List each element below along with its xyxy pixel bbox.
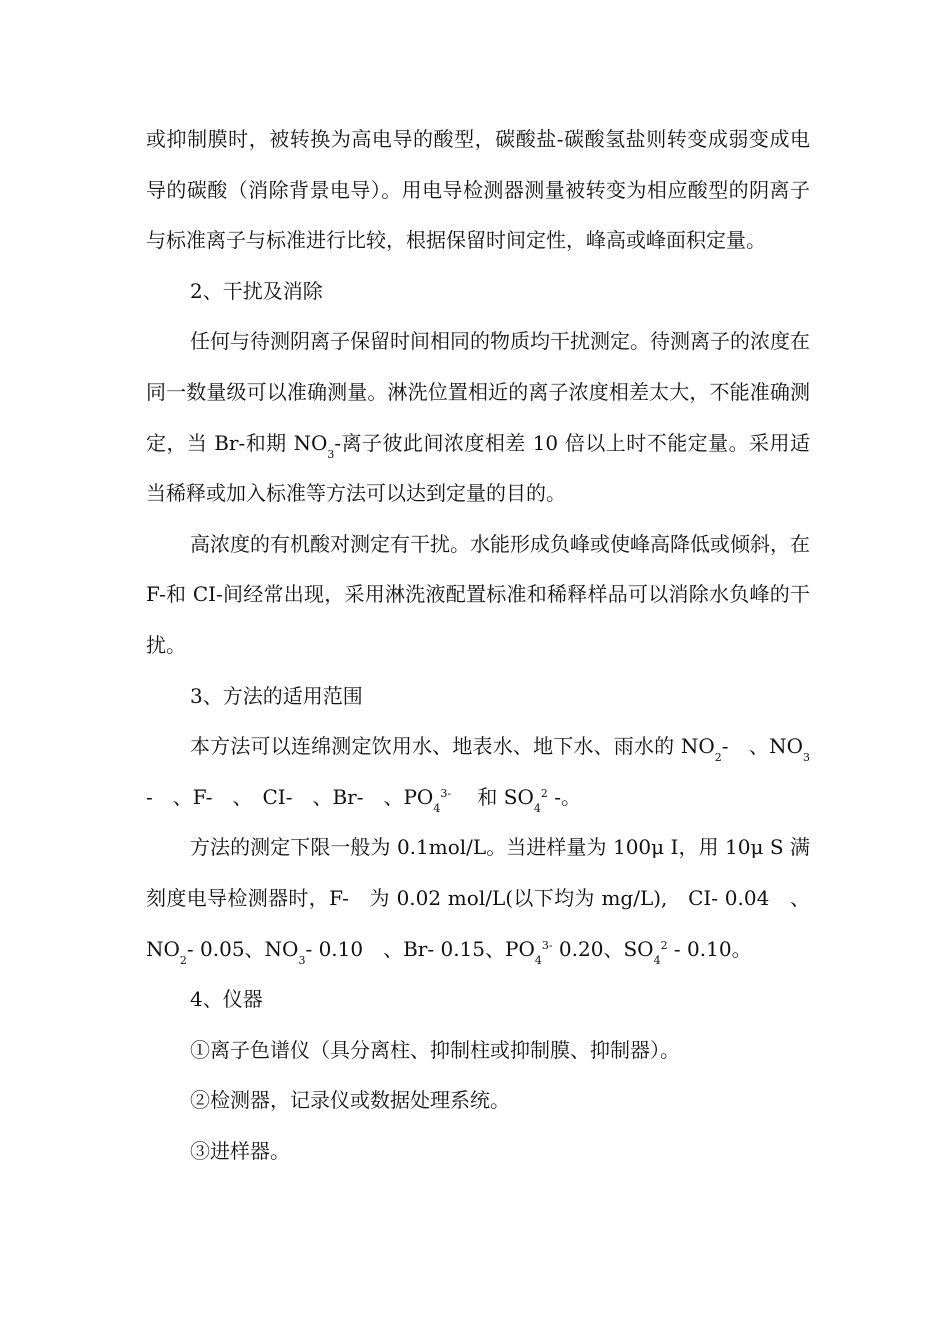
- section-heading-interference: 2、干扰及消除: [190, 278, 323, 303]
- paragraph-organic-acid: 高浓度的有机酸对测定有干扰。水能形成负峰或使峰高降低或倾斜，在 F-和 CI-间经常出现，采用淋洗液配置标准和稀释样品可以消除水负峰的干扰。: [146, 531, 810, 657]
- text-run: 本方法可以连绵测定饮用水、地表水、地下水、雨水的 NO: [190, 734, 715, 759]
- subscript: 2: [179, 953, 187, 967]
- subscript: 4: [533, 801, 541, 815]
- paragraph-scope: [146, 721, 810, 822]
- paragraph-principle: 或抑制膜时，被转换为高电导的酸型，碳酸盐-碳酸氢盐则转变成弱变成电导的碳酸（消除背景电导）。用电导检测器测量被转变为相应酸型的阴离子与标准离子与标准进行比较，根据保留时间定性，峰高或峰面积定量。: [146, 127, 810, 253]
- subscript: 3: [298, 953, 306, 967]
- list-item-ion-chromatograph: ①离子色谱仪（具分离柱、抑制柱或抑制膜、抑制器）。: [190, 1037, 680, 1062]
- paragraph-detection-limit: [146, 822, 810, 974]
- superscript: 3-: [541, 938, 553, 952]
- text-run: - 0.05、NO: [186, 936, 299, 961]
- text-run: 和 SO: [451, 784, 534, 809]
- text-run: - 0.10 、Br- 0.15、PO: [305, 936, 535, 961]
- text-run: 方法的测定下限一般为 0.1mol/L。当进样量为 100μ I，用 10μ S 满刻度电导检测器时，F- 为 0.02 mol/L(以下均为 mg/L), CI- 0.04 、NO: [146, 835, 810, 961]
- paragraph-interference: [146, 316, 810, 518]
- text-run: - 0.10。: [667, 936, 752, 961]
- list-item-injector: ③进样器。: [190, 1138, 290, 1163]
- list-item-detector: ②检测器，记录仪或数据处理系统。: [190, 1088, 510, 1113]
- subscript: 3: [327, 447, 335, 461]
- text-run: 任何与待测阴离子保留时间相同的物质均干扰测定。待测离子的浓度在同一数量级可以准确测量。淋洗位置相近的离子浓度相差太大，不能准确测定，当 Br-和期 NO: [146, 329, 810, 455]
- section-heading-instruments: 4、仪器: [190, 987, 263, 1012]
- text-run: - 、NO: [721, 734, 803, 759]
- section-heading-scope: 3、方法的适用范围: [190, 683, 363, 708]
- superscript: 2: [660, 938, 668, 952]
- subscript: 4: [653, 953, 661, 967]
- superscript: 2: [540, 786, 548, 800]
- document-body: [146, 114, 810, 1176]
- text-run: - 、F- 、 CI- 、Br- 、PO: [146, 784, 434, 809]
- subscript: 4: [433, 801, 441, 815]
- text-run: 0.20、SO: [552, 936, 654, 961]
- subscript: 3: [803, 751, 810, 765]
- superscript: 3-: [440, 786, 452, 800]
- subscript: 2: [714, 751, 722, 765]
- text-run: -。: [547, 784, 581, 809]
- subscript: 4: [534, 953, 542, 967]
- text-run: -离子彼此间浓度相差 10 倍以上时不能定量。采用适当稀释或加入标准等方法可以达到定量的目的。: [146, 430, 810, 506]
